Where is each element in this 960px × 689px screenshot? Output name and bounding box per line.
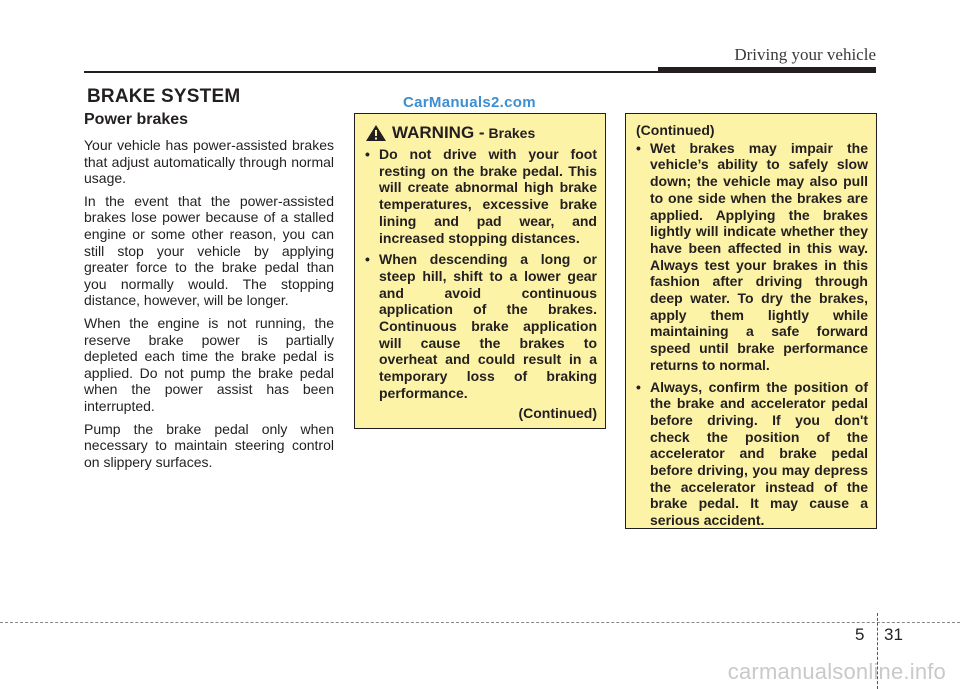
warning-list <box>363 146 597 402</box>
warning-item: • When descending a long or steep hill, shift to a lower gear and avoid continuous application of the brakes. Continuous brake application will cause the brakes to overheat and could result in a temporary loss of braking performance. <box>363 251 597 401</box>
chapter-number: 5 <box>855 625 865 644</box>
chapter-title: Driving your vehicle <box>734 45 876 64</box>
section-title: BRAKE SYSTEM <box>87 86 241 107</box>
warning-label: WARNING - <box>392 122 485 142</box>
warning-item: • Always, confirm the position of the brake and accelerator pedal before driving. If you don't check the position of the accelerator and brake pedal before driving, you may depress the accelerator instead of the brake pedal. It may cause a serious accident. <box>634 379 868 529</box>
continued-label: (Continued) <box>636 122 715 138</box>
warning-triangle-icon <box>365 124 387 142</box>
watermark-text: CarManuals2.com <box>403 94 536 111</box>
paragraph: Pump the brake pedal only when necessary to maintain steering control on slippery surfaces. <box>84 420 334 470</box>
warning-heading <box>365 124 597 142</box>
subsection-title: Power brakes <box>84 111 189 128</box>
paragraph: When the engine is not running, the reserve brake power is partially depleted each time the brake pedal is applied. Do not pump the brake pedal when the power assist has been interrupted. <box>84 314 334 414</box>
footer-rule <box>0 622 960 623</box>
page-number: 31 <box>884 625 903 644</box>
paragraph: In the event that the power-assisted brakes lose power because of a stalled engine or some other reason, you can still stop your vehicle by applying greater force to the brake pedal than you normally would. The stopping distance, however, will be longer. <box>84 192 334 309</box>
paragraph: Your vehicle has power-assisted brakes that adjust automatically through normal usage. <box>84 137 334 187</box>
header-rule <box>84 71 658 73</box>
warning-topic: Brakes <box>488 124 536 141</box>
continued-label: (Continued) <box>518 404 597 421</box>
warning-item: • Do not drive with your foot resting on the brake pedal. This will create abnormal high brake temperatures, excessive brake lining and pad wear, and increased stopping distances. <box>363 146 597 246</box>
body-text-column <box>84 137 334 476</box>
continued-warning-box <box>625 113 877 529</box>
continued-list <box>634 140 868 529</box>
warning-box <box>354 113 606 429</box>
header-rule-thick <box>658 67 876 73</box>
site-watermark: carmanualsonline.info <box>727 659 946 684</box>
warning-item: • Wet brakes may impair the vehicle’s ability to safely slow down; the vehicle may also pull to one side when the brakes are applied. Applying the brakes lightly will indicate whether they have been affected in this way. Always test your brakes in this fashion after driving through deep water. To dry the brakes, apply them lightly while maintaining a safe forward speed until brake performance returns to normal. <box>634 140 868 374</box>
